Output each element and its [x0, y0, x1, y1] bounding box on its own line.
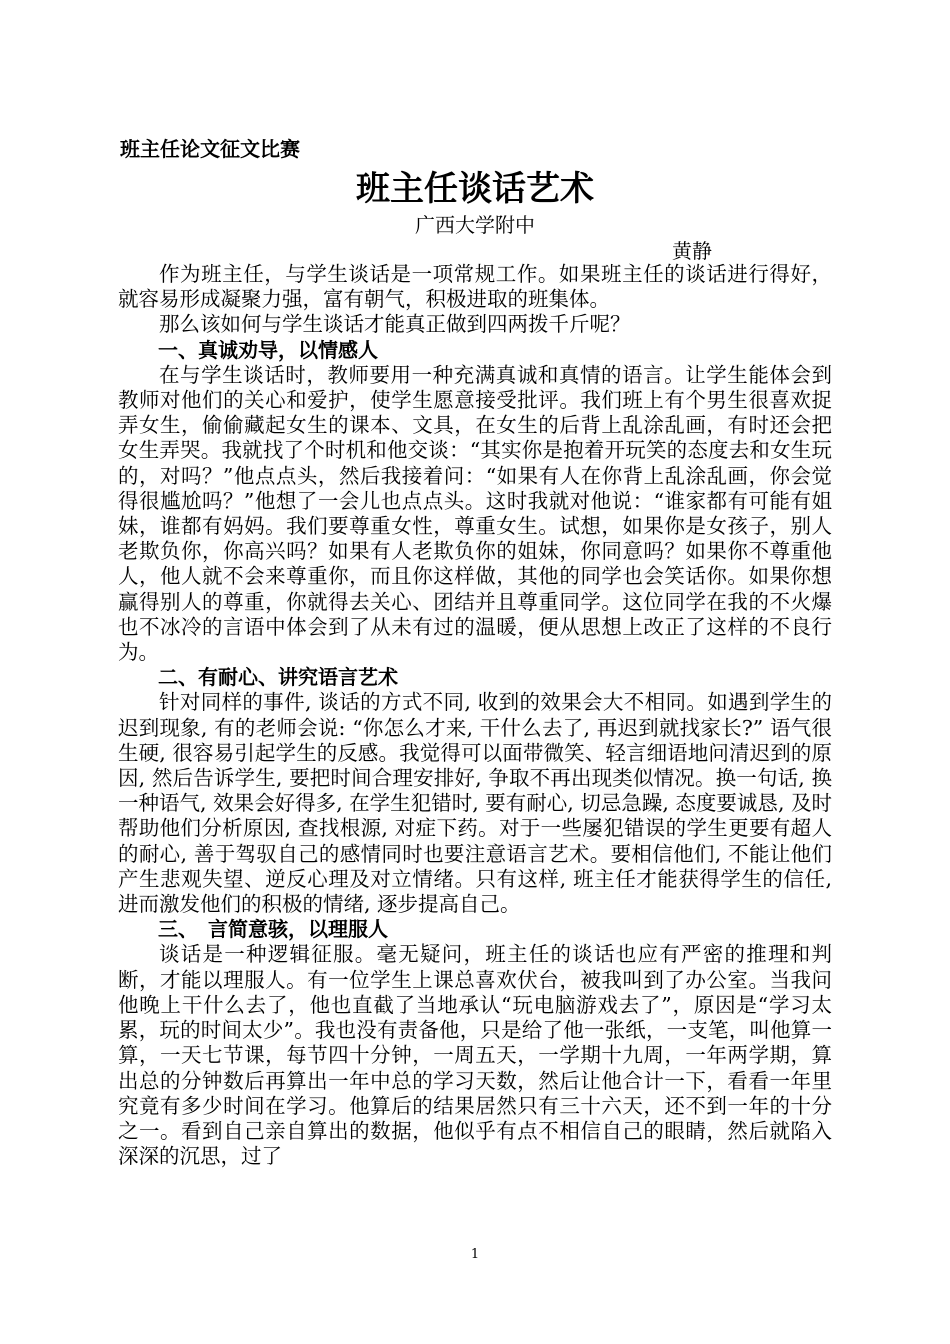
section-heading-1: 一、真诚劝导，以情感人: [158, 337, 378, 362]
page-number: 1: [470, 1247, 480, 1262]
section-heading-2: 二、有耐心、讲究语言艺术: [158, 665, 398, 690]
author-school: 广西大学附中: [415, 213, 535, 237]
section-heading-3: 三、 言简意骇，以理服人: [158, 917, 388, 942]
section-paragraph-2: 针对同样的事件, 谈话的方式不同, 收到的效果会大不相同。如遇到学生的迟到现象, 有的老师会说: “你怎么才来, 干什么去了, 再迟到就找家长?” 语气很生硬, 很容易引起学生的反感。我觉得可以面带微笑、轻言细语地问清迟到的原因, 然后告诉学生, 要把时间合理安排好, 争取不再出现类似情况。换一句话, 换一种语气, 效果会好得多, 在学生犯错时, 要有耐心, 切忌急躁, 态度要诚恳, 及时帮助他们分析原因, 查找根源, 对症下药。对于一些屡犯错误的学生更要有超人的耐心, 善于驾驭自己的感情同时也要注意语言艺术。要相信他们, 不能让他们产生悲观失望、逆反心理及对立情绪。只有这样, 班主任才能获得学生的信任, 进而激发他们的积极的情绪, 逐步提高自己。: [118, 690, 832, 917]
section-paragraph-1: 在与学生谈话时，教师要用一种充满真诚和真情的语言。让学生能体会到教师对他们的关心和爱护，使学生愿意接受批评。我们班上有个男生很喜欢捉弄女生，偷偷藏起女生的课本、文具，在女生的后背上乱涂乱画，有时还会把女生弄哭。我就找了个时机和他交谈：“其实你是抱着开玩笑的态度去和女生玩的，对吗？”他点点头，然后我接着问：“如果有人在你背上乱涂乱画，你会觉得很尴尬吗？”他想了一会儿也点点头。这时我就对他说：“谁家都有可能有姐妹，谁都有妈妈。我们要尊重女性，尊重女生。试想，如果你是女孩子，别人老欺负你，你高兴吗？如果有人老欺负你的姐妹，你同意吗？如果你不尊重他人，他人就不会来尊重你，而且你这样做，其他的同学也会笑话你。如果你想赢得别人的尊重，你就得去关心、团结并且尊重同学。这位同学在我的不火爆也不冰冷的言语中体会到了从未有过的温暖，便从思想上改正了这样的不良行为。: [118, 362, 832, 665]
contest-label: 班主任论文征文比赛: [120, 137, 300, 161]
section-paragraph-3: 谈话是一种逻辑征服。毫无疑问，班主任的谈话也应有严密的推理和判断，才能以理服人。有一位学生上课总喜欢伏台，被我叫到了办公室。当我问他晚上干什么去了，他也直截了当地承认“玩电脑游戏去了”，原因是“学习太累，玩的时间太少”。我也没有责备他，只是给了他一张纸，一支笔，叫他算一算，一天七节课，每节四十分钟，一周五天，一学期十九周，一年两学期，算出总的分钟数后再算出一年中总的学习天数，然后让他合计一下，看看一年里究竟有多少时间在学习。他算后的结果居然只有三十六天，还不到一年的十分之一。看到自己亲自算出的数据，他似乎有点不相信自己的眼睛，然后就陷入深深的沉思，过了: [118, 942, 832, 1169]
intro-question: 那么该如何与学生谈话才能真正做到四两拨千斤呢？: [159, 312, 631, 337]
document-body: [118, 262, 832, 1169]
document-title: 班主任谈话艺术: [356, 169, 594, 209]
author-name: 黄静: [672, 239, 712, 263]
intro-paragraph: 作为班主任，与学生谈话是一项常规工作。如果班主任的谈话进行得好，就容易形成凝聚力强，富有朝气，积极进取的班集体。: [118, 262, 832, 312]
